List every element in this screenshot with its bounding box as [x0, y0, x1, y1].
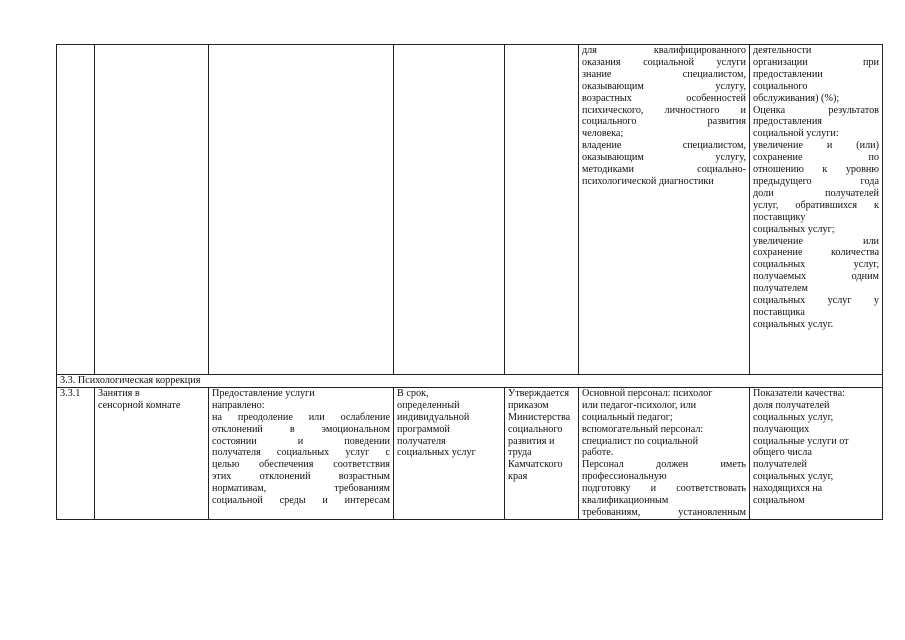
text-line: состоянии и поведении — [212, 435, 390, 447]
text-line: Министерства — [508, 411, 571, 423]
text-line: индивидуальной — [397, 411, 470, 423]
text-line: Занятия в — [98, 387, 140, 399]
cell-price — [505, 387, 579, 519]
text-line: социальном — [753, 495, 805, 507]
text-line: Показатели качества: — [753, 387, 845, 399]
text-line: доли получателей — [753, 187, 879, 199]
text-line: социальных услуг. — [753, 318, 834, 330]
text-line: социальные услуги от — [753, 435, 849, 447]
text-line: получающих — [753, 423, 810, 435]
text-line: получателем — [753, 283, 808, 295]
text-line: оказания социальной услуги — [582, 56, 746, 68]
text-line: этих отклонений возрастным — [212, 471, 390, 483]
text-line: предыдущего года — [753, 175, 879, 187]
cell-service-name — [95, 45, 209, 375]
cell-number — [57, 45, 95, 375]
cell-service-name — [95, 387, 209, 519]
text-line: квалификационным — [582, 495, 669, 507]
text-line: социальной среды и интересам — [212, 495, 390, 507]
text-line: социальных услуг у — [753, 295, 879, 307]
text-line: получателей — [753, 459, 808, 471]
cell-description — [209, 45, 394, 375]
text-line: обслуживания) (%); — [753, 92, 840, 104]
text-line: социального — [508, 423, 563, 435]
text-line: владение специалистом, — [582, 140, 746, 152]
text-line: Оценка результатов — [753, 104, 879, 116]
text-line: отношению к уровню — [753, 164, 879, 176]
text-line: социальных услуг, — [753, 471, 834, 483]
text-line: находящихся на — [753, 483, 823, 495]
text-line: Персонал должен иметь — [582, 459, 746, 471]
text-line: направлено: — [212, 399, 265, 411]
text-line: услуг, обратившихся к — [753, 199, 879, 211]
text-line: на преодоление или ослабление — [212, 411, 390, 423]
cell-term — [394, 45, 505, 375]
text-line: труда — [508, 447, 532, 459]
text-line: психологической диагностики — [582, 175, 714, 187]
text-line: получателя социальных услуг с — [212, 447, 390, 459]
text-line: психического, личностного и — [582, 104, 746, 116]
text-line: поставщика — [753, 306, 805, 318]
cell-conditions — [579, 387, 750, 519]
text-line: приказом — [508, 399, 549, 411]
text-line: Предоставление услуги — [212, 387, 315, 399]
text-line: сохранение по — [753, 152, 879, 164]
text-line: профессиональную — [582, 471, 667, 483]
text-line: специалист по социальной — [582, 435, 699, 447]
table-row-continuation — [57, 45, 883, 375]
text-line: получателя — [397, 435, 446, 447]
text-line: деятельности — [753, 45, 812, 56]
text-line: программой — [397, 423, 450, 435]
text-line: целью обеспечения соответствия — [212, 459, 390, 471]
text-line: сохранение количества — [753, 247, 879, 259]
text-line: отклонений в эмоциональном — [212, 423, 390, 435]
text-line: требованиям, установленным — [582, 506, 746, 518]
text-line: развития и — [508, 435, 555, 447]
text-line: получаемых одним — [753, 271, 879, 283]
text-line: социальных услуг; — [753, 223, 835, 235]
text-line: работе. — [582, 447, 614, 459]
cell-number: 3.3.1 — [57, 387, 95, 519]
cell-quality-indicators — [750, 45, 883, 375]
text-line: методиками социально- — [582, 164, 746, 176]
text-line: оказывающим услугу, — [582, 152, 746, 164]
text-line: знание специалистом, — [582, 68, 746, 80]
text-line: социального — [753, 80, 808, 92]
text-line: поставщику — [753, 211, 806, 223]
text-line: оказывающим услугу, — [582, 80, 746, 92]
text-line: вспомогательный персонал: — [582, 423, 704, 435]
text-line: социальный педагог; — [582, 411, 673, 423]
text-line: сенсорной комнате — [98, 399, 181, 411]
text-line: социальных услуг — [397, 447, 476, 459]
text-line: увеличение или — [753, 235, 879, 247]
text-line: Основной персонал: психолог — [582, 387, 713, 399]
text-line: социальной услуги: — [753, 128, 839, 140]
text-line: доля получателей — [753, 399, 830, 411]
text-line: Камчатского — [508, 459, 563, 471]
text-line: края — [508, 471, 528, 483]
text-line: определенный — [397, 399, 460, 411]
cell-quality-indicators — [750, 387, 883, 519]
text-line: подготовку и соответствовать — [582, 483, 746, 495]
cell-description — [209, 387, 394, 519]
section-title: 3.3. Психологическая коррекция — [57, 375, 883, 388]
services-table — [56, 44, 883, 520]
cell-term — [394, 387, 505, 519]
text-line: социального развития — [582, 116, 746, 128]
text-line: Утверждается — [508, 387, 570, 399]
text-line: предоставления — [753, 116, 822, 128]
text-line: для квалифицированного — [582, 45, 746, 56]
cell-conditions — [579, 45, 750, 375]
text-line: общего числа — [753, 447, 812, 459]
text-line: возрастных особенностей — [582, 92, 746, 104]
table-row-3-3-1 — [57, 387, 883, 519]
text-line: нормативам, требованиям — [212, 483, 390, 495]
cell-price — [505, 45, 579, 375]
text-line: социальных услуг, — [753, 259, 879, 271]
text-line: человека; — [582, 128, 624, 140]
text-line: организации при — [753, 56, 879, 68]
text-line: увеличение и (или) — [753, 140, 879, 152]
text-line: В срок, — [397, 387, 429, 399]
text-line: или педагог-психолог, или — [582, 399, 697, 411]
table-row-section — [57, 375, 883, 388]
text-line: предоставлении — [753, 68, 823, 80]
text-line: социальных услуг, — [753, 411, 834, 423]
